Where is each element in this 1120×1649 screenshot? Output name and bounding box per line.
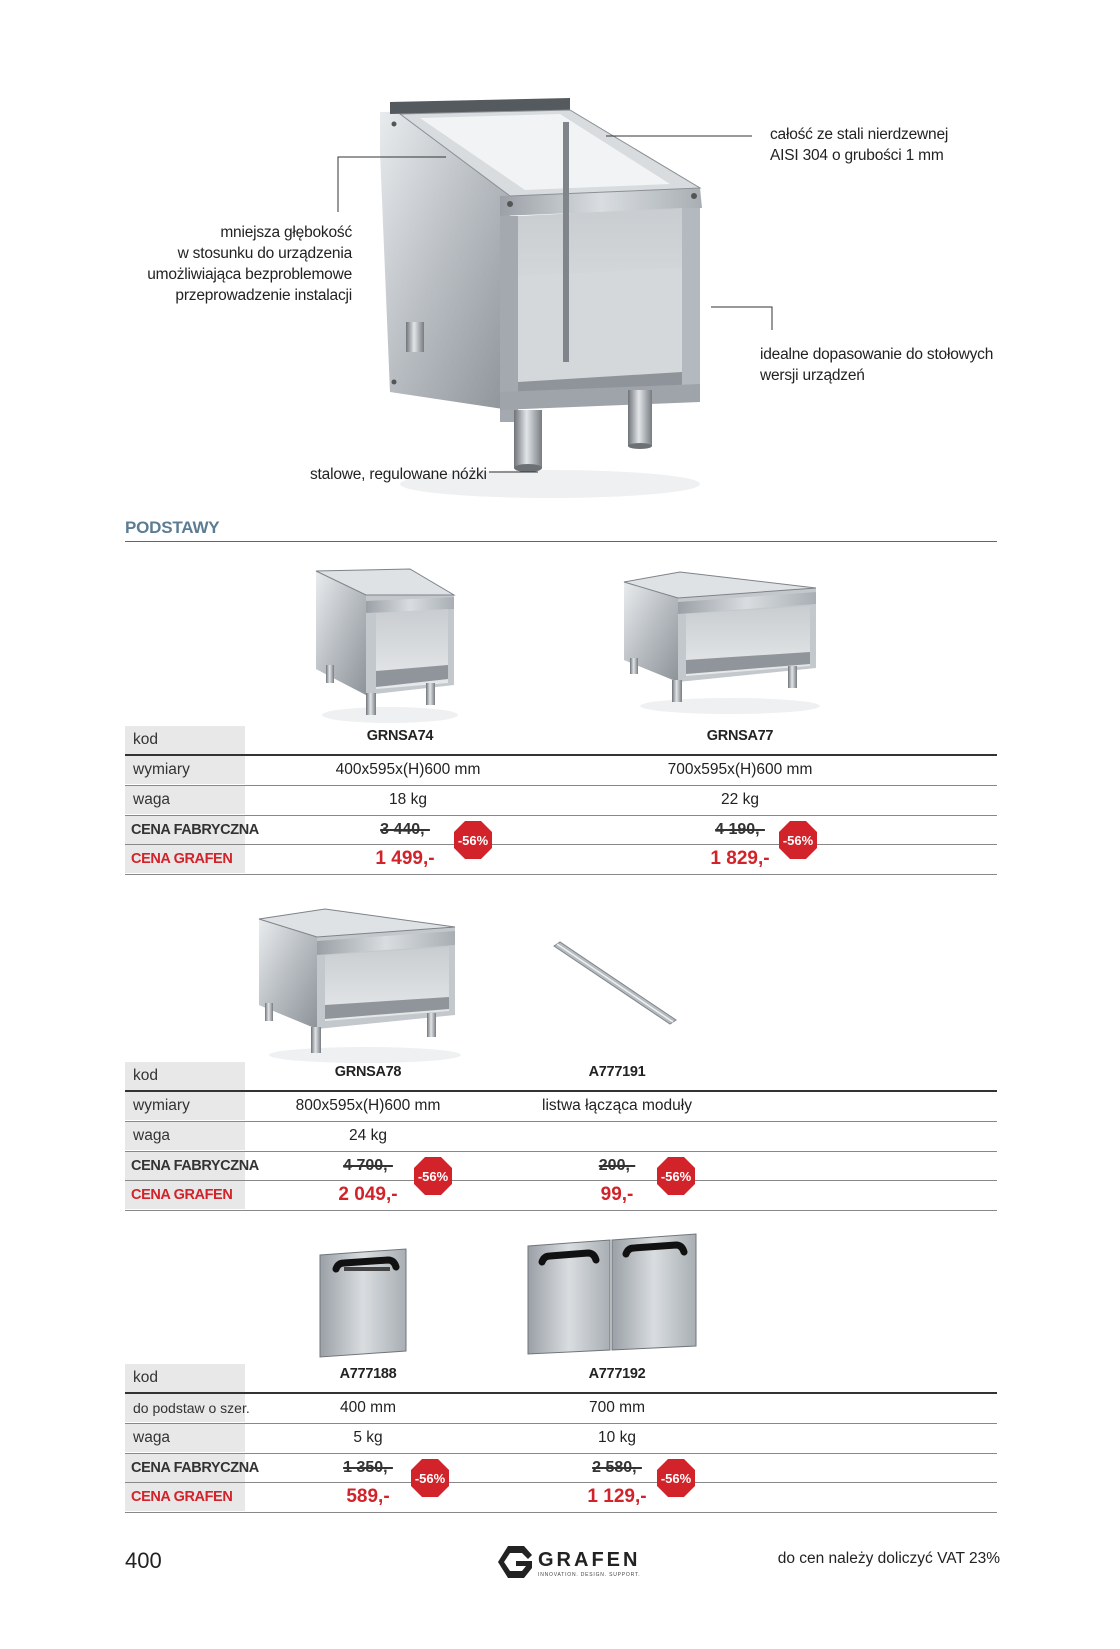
row-factory-price xyxy=(125,1152,997,1181)
label-waga: waga xyxy=(125,786,245,814)
svg-text:-56%: -56% xyxy=(417,1169,449,1184)
row-factory-price xyxy=(125,1454,997,1483)
label-waga: waga xyxy=(125,1424,245,1452)
row-dimensions xyxy=(125,756,997,785)
callout-fit xyxy=(760,344,993,386)
label-waga: waga xyxy=(125,1122,245,1150)
grafen-price: 1 499,- xyxy=(375,848,435,869)
label-do-podstaw: do podstaw o szer. xyxy=(125,1394,245,1422)
label-cena-grafen: CENA GRAFEN xyxy=(125,845,245,873)
grafen-mark-icon xyxy=(498,1546,532,1578)
logo-tagline: INNOVATION. DESIGN. SUPPORT. xyxy=(538,1572,641,1578)
row-weight xyxy=(125,1424,997,1453)
row-weight xyxy=(125,1122,997,1151)
row-grafen-price xyxy=(125,1181,997,1210)
factory-price: 200,- xyxy=(598,1157,636,1174)
row-dimensions xyxy=(125,1092,997,1121)
discount-badge xyxy=(656,1458,696,1498)
label-kod: kod xyxy=(125,1364,245,1392)
row-code xyxy=(125,726,997,755)
grafen-price: 2 049,- xyxy=(338,1184,398,1205)
factory-price: 4 700,- xyxy=(343,1157,393,1174)
discount-badge xyxy=(778,820,818,860)
section-divider xyxy=(125,541,997,542)
svg-text:-56%: -56% xyxy=(660,1169,692,1184)
logo-wordmark: GRAFEN xyxy=(538,1549,641,1571)
callout-line: w stosunku do urządzenia xyxy=(177,245,352,262)
callout-line: całość ze stali nierdzewnej xyxy=(770,126,949,143)
factory-price: 4 190,- xyxy=(715,821,765,838)
product-code: A777188 xyxy=(339,1366,397,1382)
callout-line: mniejsza głębokość xyxy=(220,224,352,241)
product-image-grnsa78 xyxy=(255,905,465,1070)
product-dimensions: 400x595x(H)600 mm xyxy=(335,761,481,778)
row-weight xyxy=(125,786,997,815)
product-code: A777191 xyxy=(588,1064,646,1080)
grafen-price: 99,- xyxy=(600,1184,634,1205)
row-grafen-price xyxy=(125,1483,997,1512)
product-weight: 22 kg xyxy=(721,791,759,808)
product-width: 700 mm xyxy=(589,1399,645,1416)
label-cena-fabryczna: CENA FABRYCZNA xyxy=(125,1152,245,1180)
discount-badge xyxy=(413,1156,453,1196)
label-kod: kod xyxy=(125,726,245,754)
callout-line: wersji urządzeń xyxy=(760,367,865,384)
product-width: 400 mm xyxy=(340,1399,396,1416)
product-weight: 10 kg xyxy=(598,1429,636,1446)
product-image-grnsa74 xyxy=(310,565,460,730)
label-cena-fabryczna: CENA FABRYCZNA xyxy=(125,816,245,844)
page-number: 400 xyxy=(125,1548,162,1573)
product-dimensions: 700x595x(H)600 mm xyxy=(667,761,813,778)
callout-line: AISI 304 o grubości 1 mm xyxy=(770,147,944,164)
row-code xyxy=(125,1062,997,1091)
product-code: GRNSA77 xyxy=(706,728,774,744)
label-wymiary: wymiary xyxy=(125,756,245,784)
product-code: GRNSA74 xyxy=(366,728,434,744)
svg-text:-56%: -56% xyxy=(660,1471,692,1486)
factory-price: 3 440,- xyxy=(380,821,430,838)
svg-text:-56%: -56% xyxy=(782,833,814,848)
product-code: GRNSA78 xyxy=(334,1064,402,1080)
label-kod: kod xyxy=(125,1062,245,1090)
product-dimensions: listwa łącząca moduły xyxy=(542,1097,692,1114)
callout-line: umożliwiająca bezproblemowe xyxy=(147,266,352,283)
factory-price: 1 350,- xyxy=(343,1459,393,1476)
factory-price: 2 580,- xyxy=(592,1459,642,1476)
product-weight: 24 kg xyxy=(349,1127,387,1144)
section-title: PODSTAWY xyxy=(125,518,220,537)
product-image-grnsa77 xyxy=(620,568,820,723)
discount-badge xyxy=(410,1458,450,1498)
row-width xyxy=(125,1394,997,1423)
label-cena-grafen: CENA GRAFEN xyxy=(125,1483,245,1511)
row-grafen-price xyxy=(125,845,997,874)
label-cena-fabryczna: CENA FABRYCZNA xyxy=(125,1454,245,1482)
row-factory-price xyxy=(125,816,997,845)
grafen-price: 589,- xyxy=(346,1486,390,1507)
callout-line: przeprowadzenie instalacji xyxy=(175,287,352,304)
product-image-a777191 xyxy=(550,940,680,1035)
product-weight: 5 kg xyxy=(353,1429,383,1446)
grafen-logo xyxy=(498,1542,641,1587)
discount-badge xyxy=(453,820,493,860)
product-dimensions: 800x595x(H)600 mm xyxy=(295,1097,441,1114)
product-code: A777192 xyxy=(588,1366,646,1382)
svg-text:-56%: -56% xyxy=(414,1471,446,1486)
callout-legs: stalowe, regulowane nóżki xyxy=(310,466,487,483)
grafen-price: 1 129,- xyxy=(587,1486,647,1507)
callout-line: idealne dopasowanie do stołowych xyxy=(760,346,994,363)
product-weight: 18 kg xyxy=(389,791,427,808)
callout-depth xyxy=(147,222,352,306)
callout-material xyxy=(770,124,948,166)
vat-note: do cen należy doliczyć VAT 23% xyxy=(777,1550,1000,1567)
discount-badge xyxy=(656,1156,696,1196)
label-cena-grafen: CENA GRAFEN xyxy=(125,1181,245,1209)
label-wymiary: wymiary xyxy=(125,1092,245,1120)
row-code xyxy=(125,1364,997,1393)
grafen-price: 1 829,- xyxy=(710,848,770,869)
svg-text:-56%: -56% xyxy=(457,833,489,848)
product-image-a777188 xyxy=(318,1247,410,1364)
product-image-a777192 xyxy=(526,1232,698,1359)
